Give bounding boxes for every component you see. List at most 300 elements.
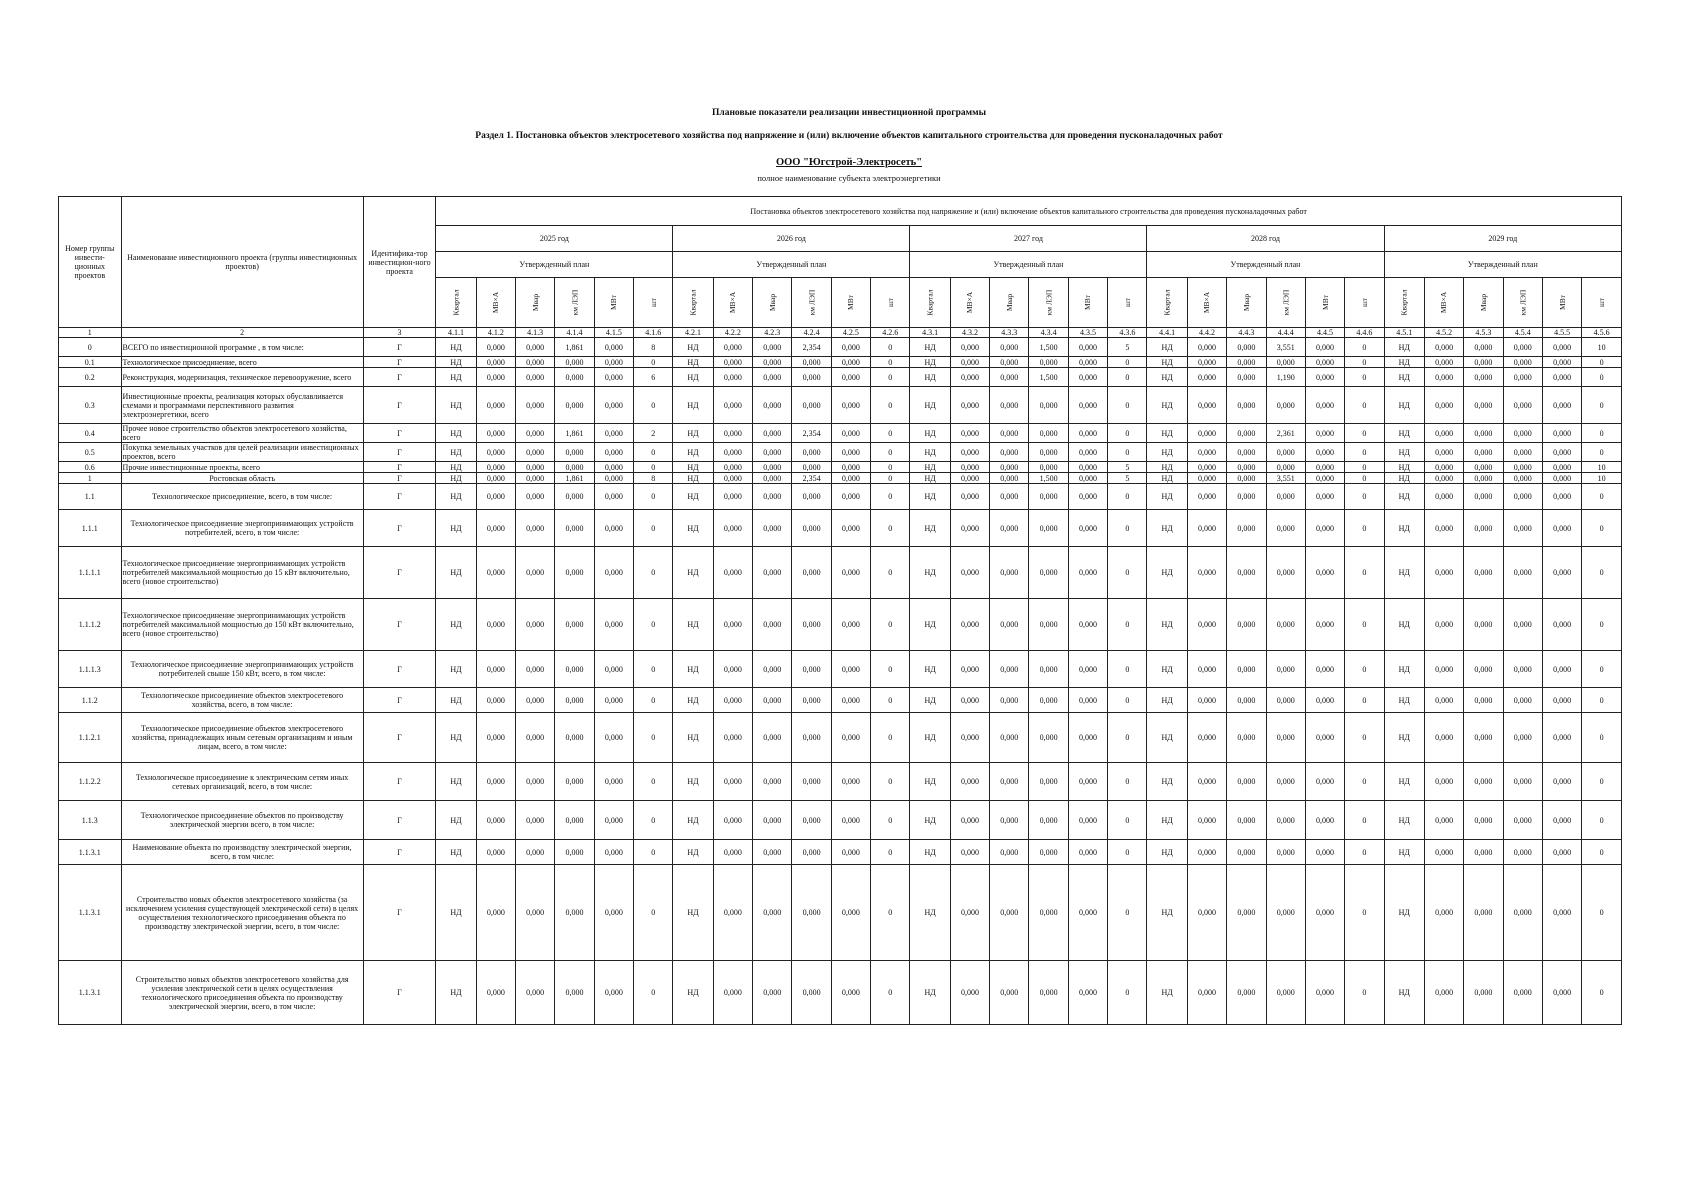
unit-label: Квартал [1399, 289, 1409, 316]
value-cell: 0,000 [753, 357, 792, 368]
value-cell: НД [1384, 443, 1424, 462]
value-cell: НД [1384, 961, 1424, 1025]
value-cell: 0,000 [476, 338, 515, 357]
value-cell: 0,000 [1068, 688, 1107, 713]
value-cell: 0,000 [1542, 473, 1581, 484]
unit-header [1582, 278, 1622, 328]
row-id: Г [363, 547, 436, 599]
value-cell: 0,000 [555, 547, 594, 599]
value-cell: НД [673, 443, 713, 462]
value-cell: 0,000 [1424, 510, 1463, 547]
value-cell: НД [673, 961, 713, 1025]
value-cell: 0,000 [713, 961, 752, 1025]
index-cell: 4.1.5 [594, 328, 633, 338]
unit-label: МВ×А [1439, 291, 1449, 314]
value-cell: НД [1147, 510, 1187, 547]
value-cell: 0 [1582, 840, 1622, 865]
value-cell: 0,000 [1424, 865, 1463, 961]
row-num: 0 [59, 338, 122, 357]
value-cell: 0,000 [1464, 801, 1503, 840]
value-cell: 0,000 [1068, 338, 1107, 357]
value-cell: НД [1384, 387, 1424, 424]
value-cell: НД [1384, 357, 1424, 368]
value-cell: НД [910, 840, 950, 865]
col-num-header: Номер группы инвести-ционных проектов [59, 197, 122, 328]
value-cell: 0 [871, 473, 910, 484]
value-cell: НД [1384, 599, 1424, 651]
value-cell: 0 [1582, 599, 1622, 651]
row-num: 0.1 [59, 357, 122, 368]
value-cell: 0,000 [990, 357, 1029, 368]
value-cell: 0,000 [1464, 840, 1503, 865]
value-cell: 0,000 [1424, 651, 1463, 688]
value-cell: НД [673, 801, 713, 840]
index-cell: 4.3.2 [950, 328, 989, 338]
value-cell: 1,500 [1029, 473, 1068, 484]
value-cell: 0,000 [1503, 865, 1542, 961]
value-cell: 0,000 [1187, 763, 1226, 801]
value-cell: 0,000 [555, 368, 594, 387]
value-cell: НД [1147, 484, 1187, 510]
value-cell: 0,000 [594, 599, 633, 651]
value-cell: 0 [1582, 443, 1622, 462]
row-num: 1.1.3 [59, 801, 122, 840]
row-num: 0.6 [59, 462, 122, 473]
unit-header [1503, 278, 1542, 328]
value-cell: 0 [1582, 357, 1622, 368]
value-cell: НД [1384, 840, 1424, 865]
value-cell: 0,000 [1305, 387, 1344, 424]
value-cell: 0,000 [1068, 424, 1107, 443]
value-cell: 0 [871, 651, 910, 688]
value-cell: 0,000 [831, 961, 870, 1025]
plan-header: Утвержденный план [910, 252, 1147, 278]
value-cell: 0,000 [1503, 462, 1542, 473]
value-cell: 0,000 [713, 801, 752, 840]
value-cell: 0,000 [950, 338, 989, 357]
value-cell: 5 [1108, 462, 1147, 473]
value-cell: 0,000 [753, 473, 792, 484]
value-cell: 0,000 [1424, 473, 1463, 484]
value-cell: 0,000 [831, 462, 870, 473]
index-cell: 4.2.3 [753, 328, 792, 338]
row-name: Строительство новых объектов электросетевого хозяйства (за исключением усиления существующей электрической сети) в целях осуществления технологического присоединения объекта по производству электрической энергии, всего, в том числе: [121, 865, 363, 961]
investment-plan-table [58, 196, 1622, 1025]
value-cell: 0 [1345, 801, 1384, 840]
unit-label: Квартал [1162, 289, 1172, 316]
value-cell: 0,000 [753, 443, 792, 462]
value-cell: 0 [871, 688, 910, 713]
value-cell: 0,000 [476, 651, 515, 688]
table-row [59, 651, 1622, 688]
value-cell: 0,000 [1305, 510, 1344, 547]
value-cell: 0,000 [1542, 801, 1581, 840]
value-cell: НД [436, 713, 476, 763]
value-cell: 0,000 [1542, 599, 1581, 651]
value-cell: 0,000 [1305, 688, 1344, 713]
table-row [59, 599, 1622, 651]
value-cell: 0,000 [990, 473, 1029, 484]
row-num: 1.1 [59, 484, 122, 510]
value-cell: 0,000 [1542, 424, 1581, 443]
index-cell: 4.4.5 [1305, 328, 1344, 338]
page-title: Плановые показатели реализации инвестиционной программы [711, 108, 986, 118]
value-cell: НД [1147, 688, 1187, 713]
row-num: 0.3 [59, 387, 122, 424]
value-cell: 1,861 [555, 338, 594, 357]
value-cell: 0,000 [1305, 763, 1344, 801]
value-cell: 0 [1108, 688, 1147, 713]
row-name: Наименование объекта по производству электрической энергии, всего, в том числе: [121, 840, 363, 865]
value-cell: 0,000 [1503, 338, 1542, 357]
value-cell: 0,000 [1424, 387, 1463, 424]
value-cell: 0,000 [555, 484, 594, 510]
value-cell: 0,000 [831, 510, 870, 547]
row-id: Г [363, 357, 436, 368]
value-cell: 0,000 [1266, 763, 1305, 801]
unit-header [1542, 278, 1581, 328]
unit-label: Квартал [688, 289, 698, 316]
value-cell: 0,000 [1227, 599, 1266, 651]
value-cell: 0,000 [1029, 443, 1068, 462]
value-cell: 0,000 [1266, 713, 1305, 763]
value-cell: 0 [871, 763, 910, 801]
value-cell: 0,000 [1424, 424, 1463, 443]
value-cell: 0,000 [1068, 763, 1107, 801]
table-row [59, 473, 1622, 484]
value-cell: НД [910, 387, 950, 424]
index-cell: 4.4.4 [1266, 328, 1305, 338]
value-cell: 0,000 [1305, 801, 1344, 840]
value-cell: 0,000 [713, 387, 752, 424]
value-cell: 0,000 [713, 443, 752, 462]
value-cell: 0,000 [555, 801, 594, 840]
row-id: Г [363, 651, 436, 688]
value-cell: 0 [1108, 484, 1147, 510]
value-cell: 0 [1345, 713, 1384, 763]
plan-header: Утвержденный план [673, 252, 910, 278]
value-cell: 0,000 [1464, 651, 1503, 688]
row-id: Г [363, 840, 436, 865]
value-cell: 0,000 [555, 443, 594, 462]
value-cell: 0 [871, 865, 910, 961]
value-cell: 0,000 [1187, 688, 1226, 713]
value-cell: 0,000 [713, 484, 752, 510]
value-cell: НД [1147, 547, 1187, 599]
section-title: Раздел 1. Постановка объектов электросетевого хозяйства под напряжение и (или) включение объектов капитального строительства для проведения пусконаладочных работ [475, 131, 1223, 141]
value-cell: 0 [1108, 510, 1147, 547]
value-cell: 0,000 [1464, 961, 1503, 1025]
value-cell: 0 [1108, 840, 1147, 865]
value-cell: 0,000 [1068, 357, 1107, 368]
value-cell: 0,000 [594, 651, 633, 688]
value-cell: 0,000 [1227, 510, 1266, 547]
value-cell: 0,000 [792, 688, 831, 713]
value-cell: 0,000 [792, 599, 831, 651]
value-cell: 0,000 [753, 462, 792, 473]
value-cell: 0,000 [1029, 462, 1068, 473]
value-cell: 0 [1582, 961, 1622, 1025]
value-cell: 0,000 [1266, 865, 1305, 961]
unit-header [1227, 278, 1266, 328]
value-cell: 0,000 [792, 713, 831, 763]
value-cell: НД [436, 688, 476, 713]
value-cell: 0,000 [1227, 961, 1266, 1025]
value-cell: 0,000 [1227, 713, 1266, 763]
row-name: Покупка земельных участков для целей реализации инвестиционных проектов, всего [121, 443, 363, 462]
value-cell: НД [673, 651, 713, 688]
value-cell: 0,000 [476, 713, 515, 763]
value-cell: 0,000 [1464, 387, 1503, 424]
value-cell: 0,000 [713, 865, 752, 961]
value-cell: 0,000 [1464, 510, 1503, 547]
value-cell: НД [436, 368, 476, 387]
value-cell: 0,000 [1187, 510, 1226, 547]
value-cell: 0,000 [1305, 840, 1344, 865]
value-cell: 0 [1345, 462, 1384, 473]
value-cell: 0,000 [515, 473, 554, 484]
value-cell: НД [673, 599, 713, 651]
value-cell: 0,000 [1305, 865, 1344, 961]
value-cell: НД [673, 713, 713, 763]
value-cell: 0,000 [950, 510, 989, 547]
value-cell: 0,000 [950, 547, 989, 599]
value-cell: 0,000 [1187, 443, 1226, 462]
value-cell: 0 [1345, 368, 1384, 387]
value-cell: 0,000 [1503, 688, 1542, 713]
unit-header [1266, 278, 1305, 328]
value-cell: 0 [871, 713, 910, 763]
value-cell: 0,000 [1029, 387, 1068, 424]
value-cell: 0,000 [990, 651, 1029, 688]
value-cell: НД [910, 547, 950, 599]
value-cell: 0,000 [476, 840, 515, 865]
value-cell: 0,000 [1187, 473, 1226, 484]
value-cell: 0,000 [1029, 865, 1068, 961]
value-cell: НД [1384, 510, 1424, 547]
value-cell: 2,354 [792, 473, 831, 484]
value-cell: НД [1147, 338, 1187, 357]
value-cell: 0,000 [1187, 961, 1226, 1025]
value-cell: НД [673, 510, 713, 547]
value-cell: 0,000 [1029, 961, 1068, 1025]
year-header: 2029 год [1384, 226, 1621, 252]
value-cell: 0,000 [515, 840, 554, 865]
value-cell: 0,000 [990, 443, 1029, 462]
value-cell: НД [673, 424, 713, 443]
year-header: 2028 год [1147, 226, 1384, 252]
row-num: 1.1.1.3 [59, 651, 122, 688]
value-cell: 8 [634, 473, 673, 484]
value-cell: 0,000 [1029, 424, 1068, 443]
value-cell: 0,000 [753, 368, 792, 387]
value-cell: 0 [1345, 338, 1384, 357]
value-cell: 0,000 [990, 387, 1029, 424]
value-cell: 0,000 [753, 651, 792, 688]
value-cell: 0,000 [990, 865, 1029, 961]
value-cell: 0,000 [1424, 462, 1463, 473]
unit-header [792, 278, 831, 328]
value-cell: НД [1147, 387, 1187, 424]
unit-label: МВт [1083, 295, 1093, 310]
value-cell: 0 [1582, 688, 1622, 713]
value-cell: НД [436, 961, 476, 1025]
value-cell: 0,000 [950, 763, 989, 801]
value-cell: 0,000 [1424, 688, 1463, 713]
value-cell: 0,000 [1503, 763, 1542, 801]
unit-label: шт [1359, 297, 1369, 308]
value-cell: 0,000 [1503, 387, 1542, 424]
index-cell: 3 [363, 328, 436, 338]
value-cell: 0,000 [792, 462, 831, 473]
value-cell: 0,000 [594, 547, 633, 599]
value-cell: НД [436, 424, 476, 443]
value-cell: НД [673, 357, 713, 368]
index-cell: 4.5.1 [1384, 328, 1424, 338]
value-cell: 0,000 [594, 713, 633, 763]
value-cell: 0,000 [1187, 599, 1226, 651]
value-cell: 0 [1345, 763, 1384, 801]
value-cell: НД [1384, 338, 1424, 357]
value-cell: НД [1147, 840, 1187, 865]
value-cell: 0 [1582, 713, 1622, 763]
value-cell: 0,000 [1424, 599, 1463, 651]
value-cell: 0,000 [1464, 865, 1503, 961]
row-name: Технологическое присоединение энергопринимающих устройств потребителей свыше 150 кВт, всего, в том числе: [121, 651, 363, 688]
value-cell: 0 [1345, 443, 1384, 462]
unit-label: км ЛЭП [1281, 289, 1291, 316]
value-cell: 0 [1345, 387, 1384, 424]
value-cell: 0,000 [950, 387, 989, 424]
value-cell: НД [673, 462, 713, 473]
value-cell: 0,000 [1266, 357, 1305, 368]
value-cell: 0,000 [515, 961, 554, 1025]
value-cell: 0 [871, 961, 910, 1025]
value-cell: 0,000 [1503, 484, 1542, 510]
value-cell: 0,000 [1464, 443, 1503, 462]
value-cell: НД [910, 651, 950, 688]
value-cell: 0 [871, 462, 910, 473]
unit-label: МВ×А [491, 291, 501, 314]
value-cell: 0,000 [515, 357, 554, 368]
value-cell: 0,000 [990, 961, 1029, 1025]
value-cell: 0,000 [1305, 368, 1344, 387]
value-cell: 0 [634, 961, 673, 1025]
index-cell: 4.3.1 [910, 328, 950, 338]
value-cell: НД [436, 357, 476, 368]
value-cell: 0,000 [1542, 961, 1581, 1025]
row-id: Г [363, 510, 436, 547]
value-cell: 3,551 [1266, 473, 1305, 484]
index-cell: 4.1.6 [634, 328, 673, 338]
value-cell: 0,000 [1542, 840, 1581, 865]
value-cell: 0,000 [1029, 688, 1068, 713]
index-cell: 4.4.6 [1345, 328, 1384, 338]
unit-label: Мвар [1004, 293, 1014, 312]
value-cell: 0,000 [476, 510, 515, 547]
value-cell: 0,000 [1227, 387, 1266, 424]
value-cell: 0,000 [1227, 338, 1266, 357]
value-cell: 0,000 [753, 961, 792, 1025]
value-cell: 0,000 [713, 368, 752, 387]
table-row [59, 462, 1622, 473]
value-cell: 0,000 [713, 688, 752, 713]
unit-header [673, 278, 713, 328]
value-cell: НД [1147, 801, 1187, 840]
value-cell: НД [910, 865, 950, 961]
value-cell: 0 [871, 801, 910, 840]
value-cell: 0 [634, 462, 673, 473]
value-cell: 0 [1108, 357, 1147, 368]
row-id: Г [363, 443, 436, 462]
unit-label: Мвар [530, 293, 540, 312]
value-cell: 0,000 [1542, 547, 1581, 599]
row-num: 1.1.3.1 [59, 840, 122, 865]
value-cell: НД [1384, 547, 1424, 599]
value-cell: 0,000 [792, 840, 831, 865]
value-cell: 0,000 [1305, 484, 1344, 510]
value-cell: 0 [634, 387, 673, 424]
unit-header [1384, 278, 1424, 328]
value-cell: НД [436, 338, 476, 357]
value-cell: 0,000 [1464, 547, 1503, 599]
row-num: 1.1.2.1 [59, 713, 122, 763]
value-cell: НД [673, 547, 713, 599]
value-cell: НД [910, 763, 950, 801]
value-cell: НД [436, 473, 476, 484]
value-cell: 0,000 [753, 338, 792, 357]
row-num: 0.4 [59, 424, 122, 443]
value-cell: НД [910, 357, 950, 368]
row-name: Технологическое присоединение объектов электросетевого хозяйства, всего, в том числе: [121, 688, 363, 713]
unit-header [1108, 278, 1147, 328]
value-cell: НД [1384, 484, 1424, 510]
value-cell: 0,000 [515, 338, 554, 357]
unit-header [555, 278, 594, 328]
value-cell: 0,000 [713, 510, 752, 547]
value-cell: 0,000 [792, 484, 831, 510]
value-cell: 0,000 [476, 462, 515, 473]
value-cell: 0 [1345, 688, 1384, 713]
unit-header [1029, 278, 1068, 328]
index-row [59, 328, 1622, 338]
value-cell: 0,000 [555, 713, 594, 763]
value-cell: 0 [1108, 801, 1147, 840]
value-cell: 0,000 [990, 599, 1029, 651]
row-id: Г [363, 961, 436, 1025]
value-cell: 0,000 [1187, 713, 1226, 763]
value-cell: 0,000 [713, 357, 752, 368]
unit-label: Квартал [451, 289, 461, 316]
company-name: ООО "Югстрой-Электросеть" [775, 157, 923, 168]
value-cell: НД [910, 368, 950, 387]
value-cell: НД [1147, 424, 1187, 443]
index-cell: 4.1.1 [436, 328, 476, 338]
unit-header [831, 278, 870, 328]
value-cell: 0,000 [753, 763, 792, 801]
value-cell: 0 [871, 387, 910, 424]
row-name: Прочее новое строительство объектов электросетевого хозяйства, всего [121, 424, 363, 443]
value-cell: 0,000 [476, 763, 515, 801]
unit-header [910, 278, 950, 328]
value-cell: 0,000 [1227, 484, 1266, 510]
value-cell: 0,000 [1542, 484, 1581, 510]
table-row [59, 547, 1622, 599]
index-cell: 4.2.1 [673, 328, 713, 338]
value-cell: 0,000 [1464, 763, 1503, 801]
value-cell: 0,000 [1187, 387, 1226, 424]
value-cell: НД [1147, 961, 1187, 1025]
